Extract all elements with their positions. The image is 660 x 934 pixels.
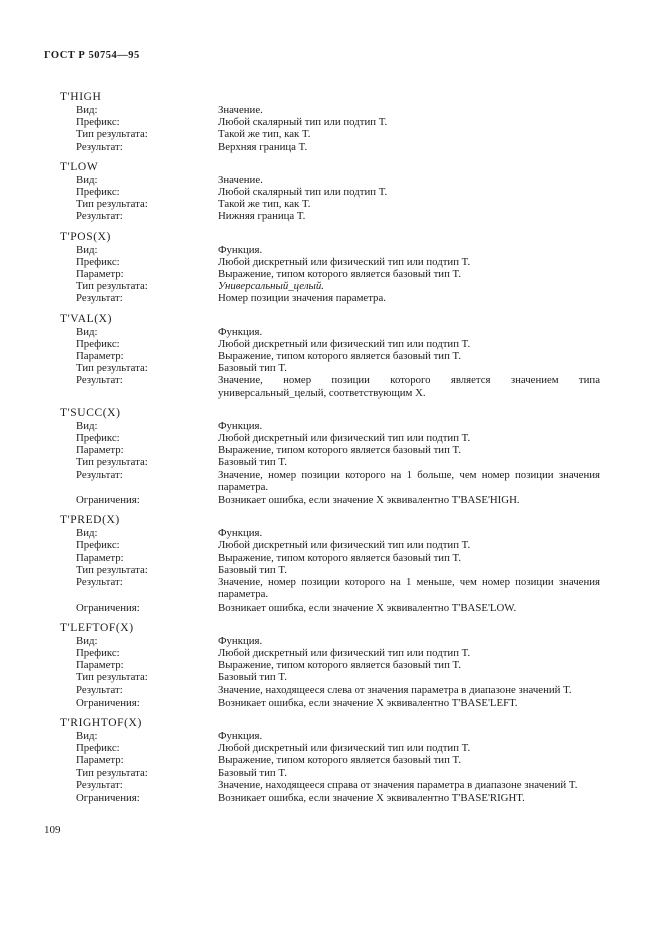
row-label: Префикс:: [76, 539, 120, 552]
row-value: Любой дискретный или физический тип или подтип T.: [218, 255, 471, 268]
row-label: Префикс:: [76, 646, 120, 659]
definition-row: [60, 552, 620, 564]
attribute-block: [60, 161, 620, 223]
definition-row: [60, 280, 620, 292]
definition-row: [60, 671, 620, 683]
row-label: Ограничения:: [76, 494, 140, 507]
definition-row: [60, 141, 620, 153]
row-label: Параметр:: [76, 754, 124, 767]
row-value: Функция.: [218, 243, 263, 256]
definition-row: [60, 684, 620, 696]
row-label: Параметр:: [76, 268, 124, 281]
definition-row: [60, 659, 620, 671]
row-label: Тип результата:: [76, 280, 148, 293]
attribute-name: T'VAL(X): [60, 312, 113, 325]
row-label: Префикс:: [76, 742, 120, 755]
row-label: Вид:: [76, 104, 98, 116]
row-value: Возникает ошибка, если значение X эквивалентно T'BASE'LOW.: [218, 601, 517, 614]
row-value: Значение, находящееся слева от значения параметра в диапазоне значений T.: [218, 683, 572, 696]
definition-row: [60, 494, 620, 506]
attribute-block: [60, 622, 620, 709]
definition-row: [60, 292, 620, 304]
row-label: Результат:: [76, 292, 123, 305]
row-value: Выражение, типом которого является базовый тип T.: [218, 444, 462, 457]
definition-row: [60, 469, 620, 493]
definition-row: [60, 174, 620, 186]
attribute-block: [60, 717, 620, 804]
row-label: Вид:: [76, 634, 98, 647]
row-label: Результат:: [76, 468, 123, 481]
row-label: Результат:: [76, 374, 123, 387]
row-label: Префикс:: [76, 337, 120, 350]
row-value: Функция.: [218, 419, 263, 432]
definition-row: [60, 198, 620, 210]
attribute-name: T'HIGH: [60, 91, 102, 103]
row-value: Любой дискретный или физический тип или подтип T.: [218, 742, 471, 755]
definition-row: [60, 539, 620, 551]
definition-row: [60, 767, 620, 779]
definition-row: [60, 432, 620, 444]
row-value: Любой дискретный или физический тип или подтип T.: [218, 432, 471, 445]
row-label: Вид:: [76, 729, 98, 742]
attribute-name: T'LEFTOF(X): [60, 621, 134, 634]
definition-row: [60, 104, 620, 116]
row-label: Тип результата:: [76, 128, 148, 141]
attribute-list: [60, 91, 620, 812]
row-value: Универсальный_целый.: [218, 280, 324, 293]
row-value: Базовый тип T.: [218, 671, 287, 684]
row-label: Результат:: [76, 778, 123, 791]
document-header: ГОСТ Р 50754—95: [44, 50, 140, 61]
row-label: Вид:: [76, 527, 98, 540]
definition-row: [60, 244, 620, 256]
row-value: Любой дискретный или физический тип или подтип T.: [218, 539, 471, 552]
row-value: Базовый тип T.: [218, 362, 287, 375]
row-label: Тип результата:: [76, 198, 148, 211]
row-value: Значение.: [218, 104, 263, 116]
definition-row: [60, 268, 620, 280]
row-value: Номер позиции значения параметра.: [218, 292, 386, 305]
definition-row: [60, 420, 620, 432]
row-value: Верхняя граница T.: [218, 140, 308, 153]
definition-row: [60, 444, 620, 456]
definition-row: [60, 350, 620, 362]
row-value: Такой же тип, как T.: [218, 128, 311, 141]
definition-row: [60, 602, 620, 614]
row-label: Префикс:: [76, 116, 120, 129]
definition-row: [60, 210, 620, 222]
row-label: Вид:: [76, 419, 98, 432]
row-value: Возникает ошибка, если значение X эквивалентно T'BASE'LEFT.: [218, 696, 518, 709]
row-value: Возникает ошибка, если значение X эквивалентно T'BASE'HIGH.: [218, 494, 520, 507]
row-label: Параметр:: [76, 551, 124, 564]
row-label: Параметр:: [76, 444, 124, 457]
row-label: Параметр:: [76, 350, 124, 363]
definition-row: [60, 564, 620, 576]
row-value: Любой скалярный тип или подтип T.: [218, 186, 388, 199]
row-value: Значение, номер позиции которого на 1 больше, чем номер позиции значения параметра.: [218, 468, 600, 493]
attribute-block: [60, 514, 620, 613]
row-label: Префикс:: [76, 432, 120, 445]
row-label: Тип результата:: [76, 563, 148, 576]
row-value: Функция.: [218, 527, 263, 540]
row-value: Любой скалярный тип или подтип T.: [218, 116, 388, 129]
definition-row: [60, 742, 620, 754]
attribute-name: T'LOW: [60, 160, 99, 173]
row-label: Результат:: [76, 210, 123, 223]
row-value: Функция.: [218, 634, 263, 647]
row-value: Значение, номер позиции которого на 1 меньше, чем номер позиции значения параметра.: [218, 576, 600, 601]
definition-row: [60, 754, 620, 766]
row-value: Базовый тип T.: [218, 563, 287, 576]
row-label: Вид:: [76, 243, 98, 256]
definition-row: [60, 576, 620, 600]
row-value: Базовый тип T.: [218, 766, 287, 779]
definition-row: [60, 697, 620, 709]
row-label: Префикс:: [76, 255, 120, 268]
row-label: Тип результата:: [76, 456, 148, 469]
row-label: Результат:: [76, 140, 123, 153]
row-label: Тип результата:: [76, 671, 148, 684]
definition-row: [60, 779, 620, 791]
row-value: Нижняя граница T.: [218, 210, 306, 223]
row-value: Значение, номер позиции которого является значением типа универсальный_целый, соответствующим X.: [218, 374, 600, 399]
row-label: Результат:: [76, 683, 123, 696]
attribute-block: [60, 313, 620, 399]
row-value: Такой же тип, как T.: [218, 198, 311, 211]
definition-row: [60, 456, 620, 468]
attribute-block: [60, 91, 620, 153]
attribute-name: T'POS(X): [60, 230, 111, 243]
row-label: Тип результата:: [76, 766, 148, 779]
definition-row: [60, 792, 620, 804]
attribute-name: T'RIGHTOF(X): [60, 716, 142, 729]
row-value: Выражение, типом которого является базовый тип T.: [218, 551, 462, 564]
row-value: Выражение, типом которого является базовый тип T.: [218, 659, 462, 672]
definition-row: [60, 730, 620, 742]
attribute-name: T'PRED(X): [60, 514, 120, 527]
row-label: Ограничения:: [76, 791, 140, 804]
definition-row: [60, 256, 620, 268]
definition-row: [60, 362, 620, 374]
attribute-name: T'SUCC(X): [60, 406, 121, 419]
definition-row: [60, 186, 620, 198]
definition-row: [60, 635, 620, 647]
row-value: Любой дискретный или физический тип или подтип T.: [218, 337, 471, 350]
row-value: Функция.: [218, 325, 263, 338]
row-label: Параметр:: [76, 659, 124, 672]
row-value: Выражение, типом которого является базовый тип T.: [218, 350, 462, 363]
row-label: Результат:: [76, 576, 123, 589]
row-value: Функция.: [218, 729, 263, 742]
row-value: Возникает ошибка, если значение X эквивалентно T'BASE'RIGHT.: [218, 791, 525, 804]
row-value: Выражение, типом которого является базовый тип T.: [218, 268, 462, 281]
row-value: Любой дискретный или физический тип или подтип T.: [218, 646, 471, 659]
definition-row: [60, 326, 620, 338]
attribute-block: [60, 231, 620, 305]
row-label: Ограничения:: [76, 601, 140, 614]
page-number: 109: [44, 824, 61, 836]
row-value: Выражение, типом которого является базовый тип T.: [218, 754, 462, 767]
row-value: Значение, находящееся справа от значения параметра в диапазоне значений T.: [218, 778, 578, 791]
definition-row: [60, 338, 620, 350]
definition-row: [60, 647, 620, 659]
attribute-block: [60, 407, 620, 506]
row-label: Тип результата:: [76, 362, 148, 375]
row-label: Вид:: [76, 173, 98, 186]
row-value: Значение.: [218, 173, 263, 186]
row-value: Базовый тип T.: [218, 456, 287, 469]
definition-row: [60, 116, 620, 128]
row-label: Ограничения:: [76, 696, 140, 709]
row-label: Префикс:: [76, 186, 120, 199]
row-label: Вид:: [76, 325, 98, 338]
definition-row: [60, 128, 620, 140]
definition-row: [60, 374, 620, 398]
definition-row: [60, 527, 620, 539]
